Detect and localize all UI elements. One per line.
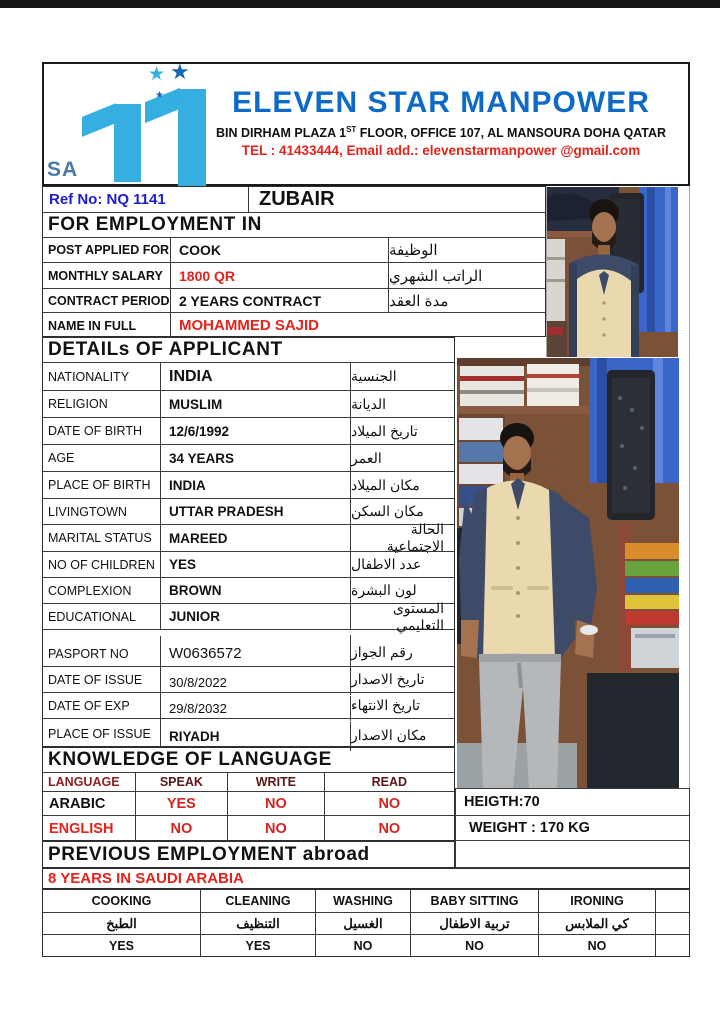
detail-row	[43, 445, 454, 472]
applicant-short-name: ZUBAIR	[259, 188, 335, 210]
field-label: DATE OF ISSUE	[43, 667, 161, 692]
detail-row	[43, 521, 454, 554]
skill-arabic-name: كي الملابس	[539, 913, 656, 934]
column-header: LANGUAGE	[43, 773, 136, 791]
language-name: ARABIC	[43, 792, 136, 815]
detail-row	[43, 719, 454, 748]
agency-contact: TEL : 41433444, Email add.: elevenstarmanpower @gmail.com	[241, 143, 641, 158]
field-label: AGE	[43, 445, 161, 471]
field-value: INDIA	[161, 472, 351, 498]
field-label: NATIONALITY	[43, 363, 161, 390]
field-value: 29/8/2032	[161, 696, 351, 721]
field-value: MAREED	[161, 525, 351, 551]
field-label: POST APPLIED FOR	[43, 238, 171, 262]
language-section-header	[43, 748, 454, 773]
write-value: NO	[228, 792, 325, 815]
applicant-details-table	[42, 337, 455, 747]
previous-employment-header	[42, 841, 455, 868]
star-icon: ★	[171, 85, 187, 104]
portrait-photo-illustration	[547, 187, 678, 357]
field-arabic-label: الجنسية	[351, 368, 397, 384]
field-arabic-label: الحالة الاجتماعية	[386, 521, 444, 554]
employment-row	[43, 313, 545, 338]
height-value: HEIGTH:70	[455, 788, 690, 815]
field-value: INDIA	[161, 363, 351, 390]
section-title: PREVIOUS EMPLOYMENT abroad	[48, 843, 370, 865]
skill-value: YES	[201, 935, 316, 957]
field-value: 30/8/2022	[161, 670, 351, 695]
employment-row	[43, 289, 545, 313]
section-title: KNOWLEDGE OF LANGUAGE	[48, 749, 332, 770]
column-header: WRITE	[228, 773, 325, 791]
field-label: LIVINGTOWN	[43, 499, 161, 524]
field-arabic-label: الوظيفة	[389, 242, 438, 259]
language-table	[42, 747, 455, 841]
field-value: 1800 QR	[171, 263, 389, 288]
language-row	[43, 792, 454, 816]
employment-section-header	[43, 213, 545, 238]
skill-value: NO	[539, 935, 656, 957]
weight-value: WEIGHT : 170 KG	[455, 815, 690, 841]
field-value: MUSLIM	[161, 391, 351, 417]
language-column-headers	[43, 773, 454, 792]
field-label: PLACE OF BIRTH	[43, 472, 161, 498]
field-arabic-label: عدد الاطفال	[351, 556, 422, 572]
field-arabic-label: رقم الجواز	[351, 643, 413, 660]
skill-value: NO	[411, 935, 539, 957]
field-arabic-label: مكان السكن	[351, 503, 424, 519]
field-value: 2 YEARS CONTRACT	[171, 289, 389, 312]
skill-value: YES	[43, 935, 201, 957]
skills-value-row	[43, 935, 689, 957]
field-label: DATE OF EXP	[43, 693, 161, 718]
field-value: YES	[161, 552, 351, 577]
skills-arabic-row	[43, 913, 689, 935]
skill-name: CLEANING	[201, 890, 316, 912]
agency-header	[42, 59, 690, 186]
logo-one-bar	[114, 104, 141, 182]
ref-row	[43, 187, 545, 213]
field-value: 12/6/1992	[161, 418, 351, 444]
skills-header-row	[43, 890, 689, 913]
skill-arabic-name: الغسيل	[316, 913, 411, 934]
field-arabic-label: الديانة	[351, 395, 387, 412]
field-label: COMPLEXION	[43, 578, 161, 603]
applicant-portrait-photo	[547, 187, 678, 357]
field-value: UTTAR PRADESH	[161, 499, 351, 524]
empty-cell	[656, 935, 689, 957]
skill-value: NO	[316, 935, 411, 957]
skill-name: BABY SITTING	[411, 890, 539, 912]
detail-row	[43, 630, 454, 667]
agency-title: ELEVEN STAR MANPOWER	[232, 86, 650, 119]
star-icon: ★	[155, 90, 164, 101]
photo-cell-border	[689, 186, 690, 788]
empty-cell	[656, 890, 689, 912]
skill-arabic-name: التنظيف	[201, 913, 316, 934]
section-title: FOR EMPLOYMENT IN	[48, 214, 262, 235]
empty-cell	[656, 913, 689, 934]
field-label: DATE OF BIRTH	[43, 418, 161, 444]
field-arabic-label: الراتب الشهري	[389, 267, 483, 285]
column-header: READ	[371, 775, 408, 789]
measurements	[455, 788, 690, 868]
address-text: FLOOR, OFFICE 107, AL MANSOURA DOHA QATAR	[356, 126, 667, 141]
detail-row	[43, 693, 454, 719]
field-value: JUNIOR	[161, 604, 351, 629]
field-label: MARITAL STATUS	[43, 525, 161, 551]
skill-name: IRONING	[539, 890, 656, 912]
field-value: RIYADH	[161, 722, 351, 751]
field-arabic-label: تاريخ الميلاد	[351, 422, 418, 439]
employment-row	[43, 263, 545, 289]
field-value: BROWN	[161, 578, 351, 603]
language-name: ENGLISH	[43, 816, 136, 842]
field-arabic-label: تاريخ الانتهاء	[351, 697, 421, 713]
column-header: SPEAK	[136, 773, 229, 791]
detail-row	[43, 552, 454, 578]
star-icon: ★	[148, 64, 166, 85]
top-black-strip	[0, 0, 720, 8]
speak-value: NO	[136, 816, 229, 842]
speak-value: YES	[136, 792, 229, 815]
section-title: DETAILs OF APPLICANT	[48, 339, 283, 360]
skill-name: COOKING	[43, 890, 201, 912]
skill-arabic-name: الطبخ	[43, 913, 201, 934]
field-label: CONTRACT PERIOD	[43, 289, 171, 312]
field-value: MOHAMMED SAJID	[179, 317, 320, 334]
field-arabic-label: مدة العقد	[389, 292, 449, 310]
logo-sa-text: SA	[47, 158, 79, 181]
address-text: BIN DIRHAM PLAZA 1	[215, 126, 347, 141]
details-section-header	[43, 338, 454, 363]
field-label: NO OF CHILDREN	[43, 552, 161, 577]
detail-row	[43, 667, 454, 693]
skill-name: WASHING	[316, 890, 411, 912]
employment-table	[42, 186, 546, 337]
star-icon: ★	[170, 59, 190, 84]
detail-row	[43, 472, 454, 499]
field-arabic-label: مكان الاصدار	[351, 727, 427, 743]
empty-cell	[455, 841, 690, 868]
field-arabic-label: المستوى التعليمي	[392, 599, 444, 633]
read-value: NO	[378, 821, 401, 837]
field-arabic-label: العمر	[351, 449, 382, 466]
agency-address	[194, 125, 688, 140]
field-label: MONTHLY SALARY	[43, 263, 171, 288]
detail-row	[43, 391, 454, 418]
write-value: NO	[228, 816, 325, 842]
field-arabic-label: مكان الميلاد	[351, 476, 420, 493]
fullbody-photo-illustration	[457, 358, 679, 788]
employment-row	[43, 238, 545, 263]
address-superscript: ST	[346, 125, 357, 134]
previous-employment-value: 8 YEARS IN SAUDI ARABIA	[42, 868, 690, 889]
field-label: PASPORT NO	[43, 636, 161, 672]
field-label: RELIGION	[43, 391, 161, 417]
read-value: NO	[378, 795, 401, 812]
detail-row	[43, 599, 454, 633]
field-value: 34 YEARS	[161, 445, 351, 471]
field-value: W0636572	[161, 635, 351, 671]
ref-number: Ref No: NQ 1141	[43, 187, 249, 212]
language-row	[43, 816, 454, 842]
field-arabic-label: تاريخ الاصدار	[351, 671, 425, 687]
logo-one-flag	[82, 103, 116, 137]
field-arabic-label: لون البشرة	[351, 582, 417, 598]
field-label: PLACE OF ISSUE	[43, 719, 161, 748]
detail-row	[43, 363, 454, 391]
skill-arabic-name: تربية الاطفال	[411, 913, 539, 934]
field-label: NAME IN FULL	[43, 313, 171, 338]
field-label: EDUCATIONAL	[43, 604, 161, 629]
applicant-fullbody-photo	[457, 358, 679, 788]
field-value: COOK	[171, 238, 389, 262]
skills-table	[42, 889, 690, 957]
detail-row	[43, 418, 454, 445]
